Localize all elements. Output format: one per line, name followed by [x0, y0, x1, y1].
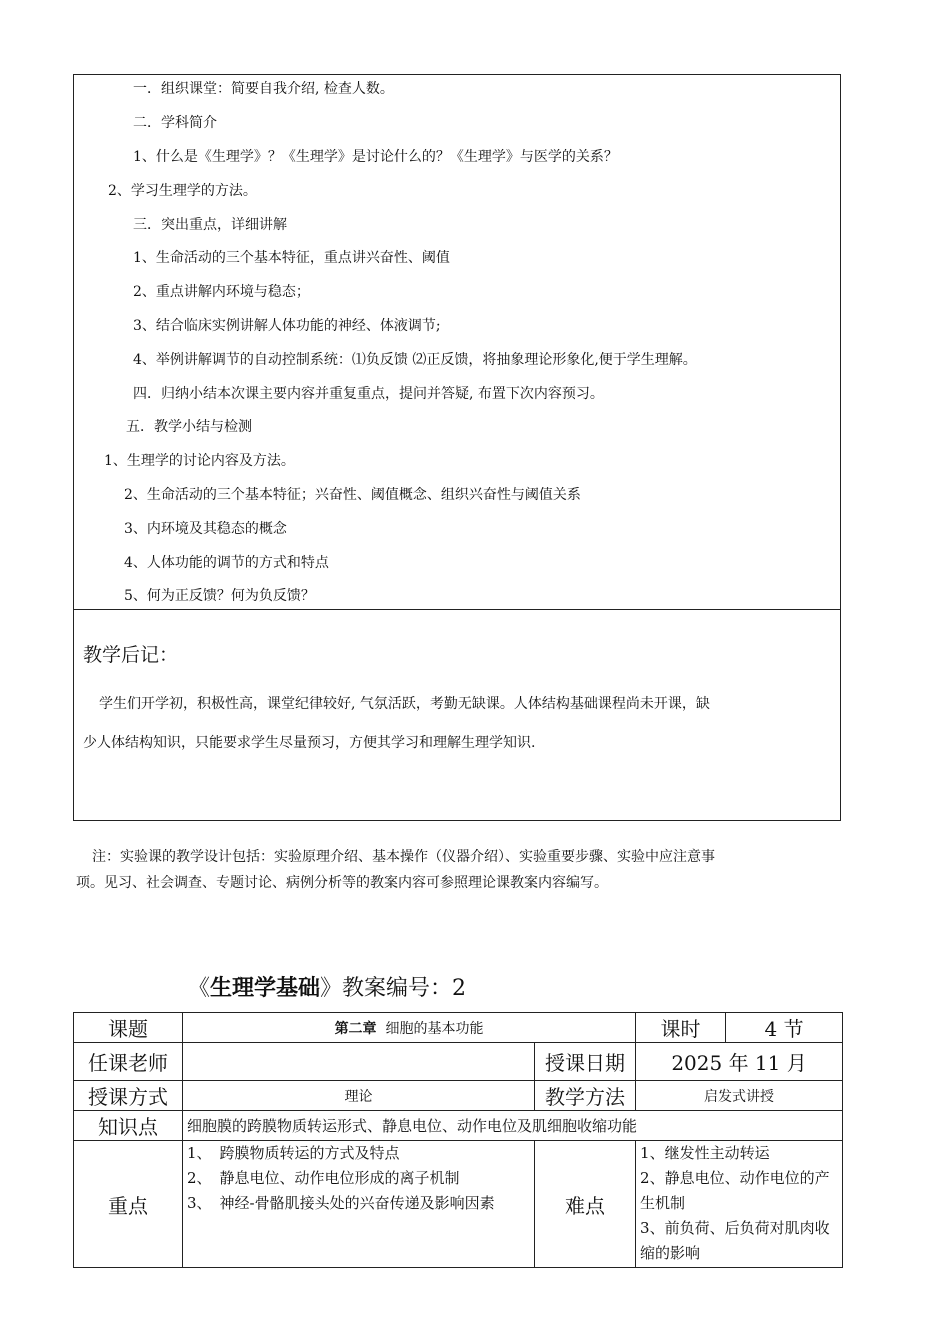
- plan-title-prefix: 《: [188, 976, 211, 1001]
- topic-label: 课题: [74, 1013, 183, 1043]
- step-line: 2、生命活动的三个基本特征；兴奋性、阈值概念、组织兴奋性与阈值关系: [124, 487, 581, 503]
- topic-chapter: 第二章: [334, 1020, 377, 1037]
- step-line: 2、学习生理学的方法。: [108, 183, 257, 199]
- lesson-plan-table: [73, 1012, 843, 1268]
- knowledge-label: 知识点: [74, 1111, 183, 1141]
- topic-value: [183, 1013, 636, 1043]
- step-line: 1、生命活动的三个基本特征，重点讲兴奋性、阈值: [133, 250, 450, 266]
- step-line: 一．组织课堂：简要自我介绍, 检查人数。: [133, 81, 394, 97]
- difficulty-item: 1、继发性主动转运: [640, 1144, 770, 1162]
- key-point-item: 3、 神经-骨骼肌接头处的兴奋传递及影响因素: [187, 1194, 495, 1212]
- mode-value: 理论: [183, 1081, 535, 1111]
- topic-name: 细胞的基本功能: [385, 1020, 484, 1037]
- reflection-line: 学生们开学初，积极性高，课堂纪律较好, 气氛活跃，考勤无缺课。人体结构基础课程尚未开课，缺: [99, 696, 710, 712]
- teacher-label: 任课老师: [74, 1043, 183, 1081]
- step-line: 二．学科简介: [133, 115, 217, 131]
- teacher-value: [183, 1043, 535, 1081]
- step-line: 5、何为正反馈？何为负反馈？: [124, 588, 315, 604]
- plan-title: [188, 974, 466, 1003]
- reflection-box: [73, 609, 841, 821]
- key-points-label: 重点: [74, 1141, 183, 1268]
- date-value: 2025 年 11 月: [636, 1043, 843, 1081]
- step-line: 4、人体功能的调节的方式和特点: [124, 555, 329, 571]
- key-points-list: [183, 1141, 535, 1268]
- hours-value: 4 节: [726, 1013, 843, 1043]
- reflection-heading: 教学后记：: [83, 644, 179, 666]
- plan-title-suffix: 》教案编号：2: [320, 976, 467, 1001]
- method-label: 教学方法: [535, 1081, 636, 1111]
- knowledge-value: 细胞膜的跨膜物质转运形式、静息电位、动作电位及肌细胞收缩功能: [183, 1111, 843, 1141]
- mode-label: 授课方式: [74, 1081, 183, 1111]
- note-line: 项。见习、社会调查、专题讨论、病例分析等的教案内容可参照理论课教案内容编写。: [76, 875, 608, 891]
- step-line: 五．教学小结与检测: [126, 419, 252, 435]
- step-line: 2、重点讲解内环境与稳态；: [133, 284, 310, 300]
- reflection-line: 少人体结构知识，只能要求学生尽量预习，方便其学习和理解生理学知识.: [83, 735, 536, 751]
- step-line: 三．突出重点，详细讲解: [133, 217, 287, 233]
- difficulty-item: 2、静息电位、动作电位的产生机制: [640, 1169, 830, 1212]
- key-point-item: 1、 跨膜物质转运的方式及特点: [187, 1144, 400, 1162]
- difficulty-label: 难点: [535, 1141, 636, 1268]
- method-value: 启发式讲授: [636, 1081, 843, 1111]
- step-line: 3、结合临床实例讲解人体功能的神经、体液调节;: [133, 318, 441, 334]
- step-line: 1、什么是《生理学》？《生理学》是讨论什么的？《生理学》与医学的关系？: [133, 149, 618, 165]
- lesson-steps-box: [73, 74, 841, 610]
- note-line: 注：实验课的教学设计包括：实验原理介绍、基本操作（仪器介绍）、实验重要步骤、实验中应注意事: [92, 849, 715, 865]
- hours-label: 课时: [636, 1013, 726, 1043]
- step-line: 1、生理学的讨论内容及方法。: [104, 453, 295, 469]
- date-label: 授课日期: [535, 1043, 636, 1081]
- difficulty-item: 3、前负荷、后负荷对肌肉收缩的影响: [640, 1219, 830, 1262]
- key-point-item: 2、 静息电位、动作电位形成的离子机制: [187, 1169, 460, 1187]
- difficulty-list: [636, 1141, 843, 1268]
- plan-title-course: 生理学基础: [210, 975, 321, 1001]
- step-line: 4、举例讲解调节的自动控制系统：⑴负反馈 ⑵正反馈，将抽象理论形象化,便于学生理解。: [133, 352, 697, 368]
- step-line: 3、内环境及其稳态的概念: [124, 521, 287, 537]
- step-line: 四．归纳小结本次课主要内容并重复重点，提问并答疑, 布置下次内容预习。: [133, 386, 604, 402]
